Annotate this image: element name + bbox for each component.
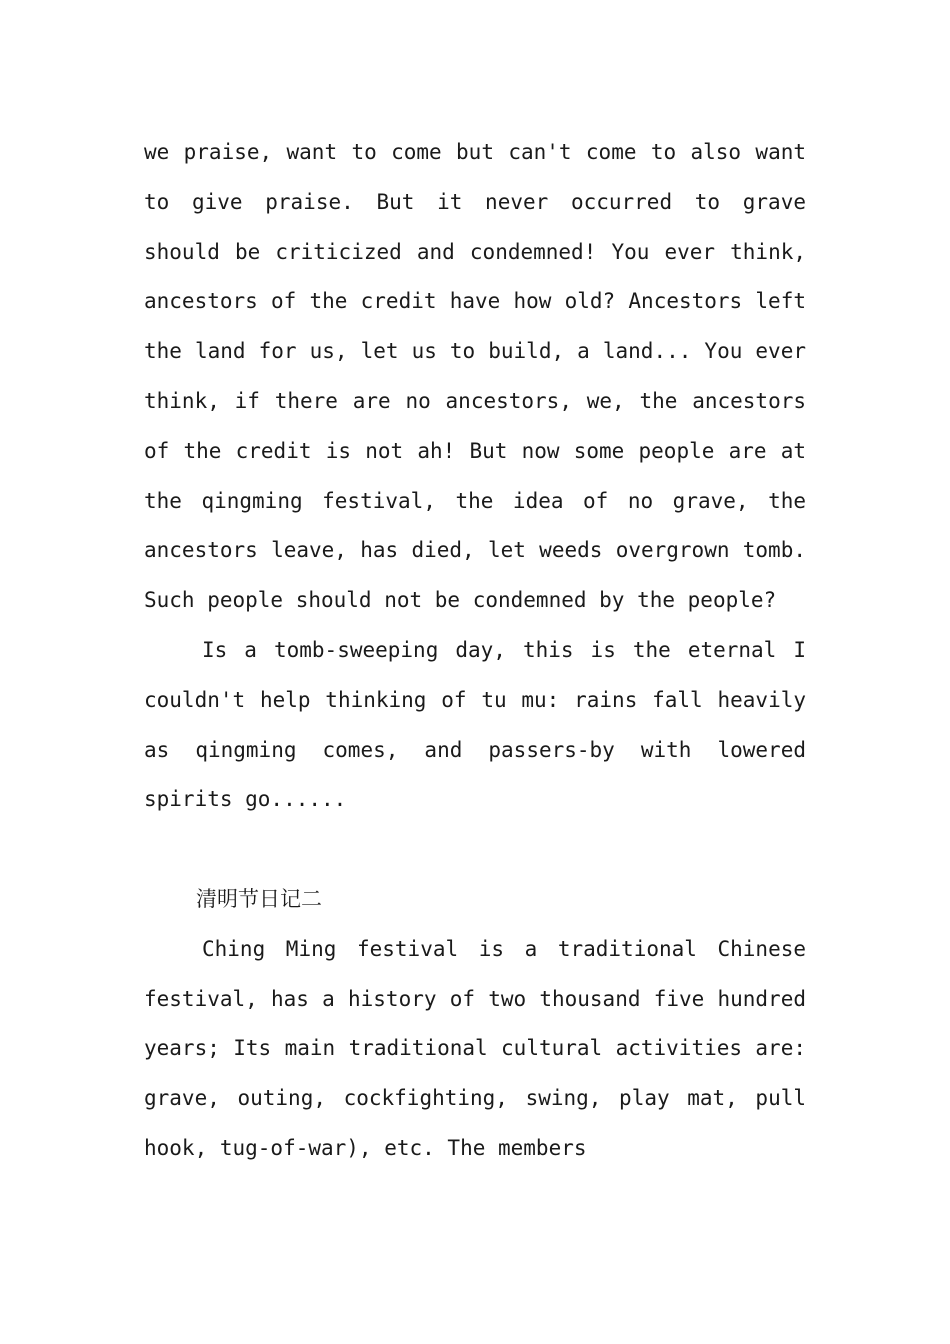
blank-line: [144, 825, 806, 875]
paragraph-continuation: we praise, want to come but can't come to also want to give praise. But it never occurred to grave should be criticized and condemned! You ever think, ancestors of the credit have how old? Ancestors left the land for us, let us to build, a land... You ever think, if there are no ancestors, we, the ancestors of the credit is not ah! But now some people are at the qingming festival, the idea of no grave, the ancestors leave, has died, let weeds overgrown tomb. Such people should not be condemned by the people?: [144, 140, 806, 613]
paragraph-tomb-sweeping: Is a tomb-sweeping day, this is the eternal I couldn't help thinking of tu mu: rains fall heavily as qingming comes, and passers-by with lowered spirits go......: [144, 637, 806, 812]
section-heading: 清明节日记二: [196, 886, 322, 911]
paragraph-ching-ming: Ching Ming festival is a traditional Chinese festival, has a history of two thousand five hundred years; Its main traditional cultural activities are: grave, outing, cockfighting, swing, play mat, pull hook, tug-of-war), etc. The members: [144, 936, 806, 1160]
document-body: [144, 128, 806, 1174]
